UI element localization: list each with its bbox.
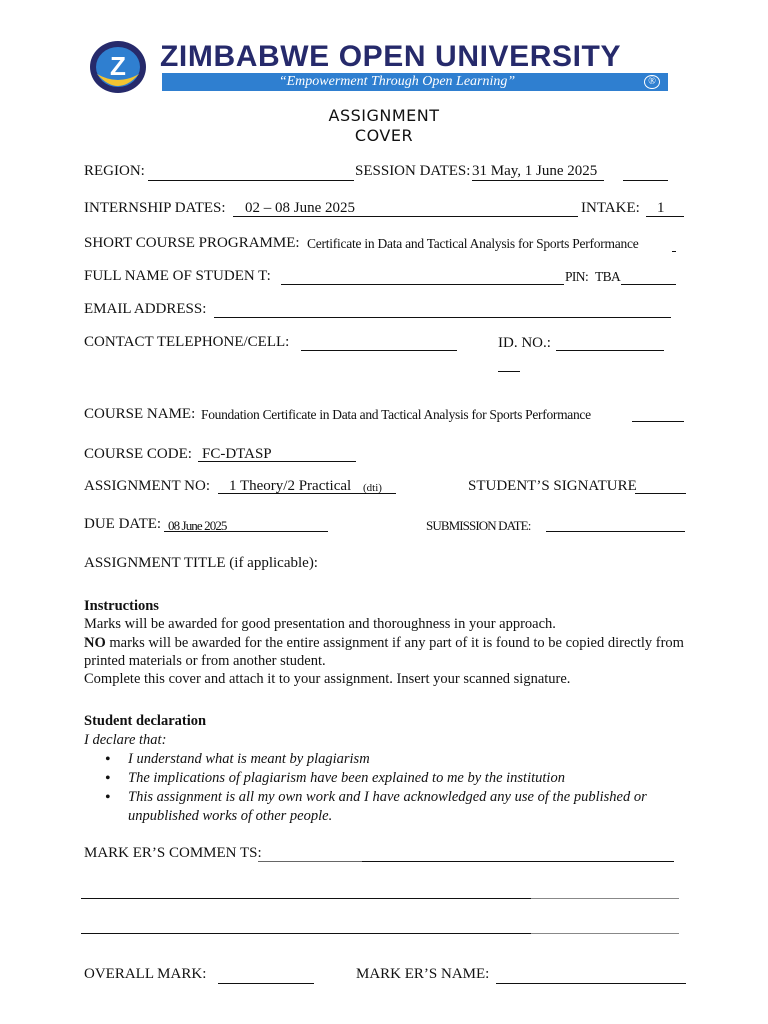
student-signature-label: STUDENT’S SIGNATURE bbox=[468, 478, 637, 494]
title-line-2: COVER bbox=[354, 126, 414, 145]
due-date-label: DUE DATE: bbox=[84, 516, 162, 532]
course-code-field[interactable] bbox=[198, 461, 356, 462]
programme-label: SHORT COURSE PROGRAMME: bbox=[84, 235, 300, 251]
due-date-field[interactable] bbox=[164, 531, 328, 532]
declaration-item: • I understand what is meant by plagiarism bbox=[128, 750, 684, 769]
page-title bbox=[0, 106, 768, 146]
session-dates-extra-line bbox=[623, 180, 668, 181]
full-name-label: FULL NAME OF STUDEN T: bbox=[84, 268, 271, 284]
assignment-title-label: ASSIGNMENT TITLE (if applicable): bbox=[84, 555, 318, 571]
instructions-line-2 bbox=[84, 634, 684, 671]
instructions-line-3: Complete this cover and attach it to your assignment. Insert your scanned signature. bbox=[84, 671, 571, 688]
marker-name-label: MARK ER’S NAME: bbox=[356, 966, 490, 982]
declaration-section bbox=[84, 712, 684, 826]
session-dates-label: SESSION DATES: bbox=[355, 163, 471, 179]
submission-date-field[interactable] bbox=[546, 531, 685, 532]
course-code-label: COURSE CODE: bbox=[84, 446, 192, 462]
instructions-line-2-text: marks will be awarded for the entire assignment if any part of it is found to be copied directly from printed materials or from another student. bbox=[84, 634, 684, 669]
region-field[interactable] bbox=[148, 180, 354, 181]
declaration-item: • This assignment is all my own work and I have acknowledged any use of the published or unpublished works of other people. bbox=[128, 788, 684, 826]
assignment-no-field[interactable] bbox=[218, 493, 396, 494]
marker-comments-field[interactable] bbox=[362, 861, 674, 862]
course-name-field-end bbox=[632, 421, 684, 422]
declaration-list bbox=[84, 750, 684, 826]
marker-comments-line-2-end bbox=[531, 898, 679, 899]
declaration-intro: I declare that: bbox=[84, 732, 167, 748]
session-dates-field[interactable] bbox=[472, 180, 604, 181]
telephone-field[interactable] bbox=[301, 350, 457, 351]
declaration-item: • The implications of plagiarism have been explained to me by the institution bbox=[128, 769, 684, 788]
instructions-section bbox=[84, 597, 684, 688]
intake-field[interactable] bbox=[646, 216, 684, 217]
due-date-value: 08 June 2025 bbox=[168, 518, 227, 533]
marker-comments-line-3-end bbox=[531, 933, 679, 934]
assignment-no-value: 1 Theory/2 Practical bbox=[229, 478, 352, 494]
instructions-no-emphasis: NO bbox=[84, 634, 106, 651]
marker-comments-line-3[interactable] bbox=[81, 933, 531, 934]
assignment-no-label: ASSIGNMENT NO: bbox=[84, 478, 210, 494]
internship-dates-field[interactable] bbox=[233, 216, 578, 217]
pin-field[interactable] bbox=[621, 284, 676, 285]
assignment-no-note: (dti) bbox=[363, 482, 382, 494]
overall-mark-label: OVERALL MARK: bbox=[84, 966, 207, 982]
marker-name-field[interactable] bbox=[496, 983, 686, 984]
student-signature-field[interactable] bbox=[635, 493, 686, 494]
intake-label: INTAKE: bbox=[581, 200, 640, 216]
programme-value: Certificate in Data and Tactical Analysis for Sports Performance bbox=[307, 236, 639, 251]
submission-date-label: SUBMISSION DATE: bbox=[426, 518, 531, 533]
email-label: EMAIL ADDRESS: bbox=[84, 301, 207, 317]
id-number-label: ID. NO.: bbox=[498, 335, 551, 351]
instructions-heading: Instructions bbox=[84, 598, 159, 614]
declaration-heading: Student declaration bbox=[84, 713, 207, 729]
telephone-label: CONTACT TELEPHONE/CELL: bbox=[84, 334, 290, 350]
intake-value: 1 bbox=[657, 200, 665, 216]
course-name-label: COURSE NAME: bbox=[84, 406, 196, 422]
internship-dates-label: INTERNSHIP DATES: bbox=[84, 200, 226, 216]
internship-dates-value: 02 – 08 June 2025 bbox=[245, 200, 355, 216]
registered-mark: ® bbox=[644, 75, 660, 89]
university-logo bbox=[89, 40, 147, 94]
slogan-text: “Empowerment Through Open Learning” bbox=[278, 74, 516, 89]
overall-mark-field[interactable] bbox=[218, 983, 314, 984]
pin-label: PIN: bbox=[565, 269, 589, 284]
session-dates-value: 31 May, 1 June 2025 bbox=[472, 163, 598, 179]
pin-value: TBA bbox=[595, 269, 621, 284]
region-label: REGION: bbox=[84, 163, 145, 179]
instructions-line-1: Marks will be awarded for good presentation and thoroughness in your approach. bbox=[84, 616, 556, 633]
marker-comments-line-2[interactable] bbox=[81, 898, 531, 899]
university-name: ZIMBABWE OPEN UNIVERSITY bbox=[160, 40, 622, 73]
marker-comments-field-start bbox=[258, 861, 362, 862]
id-number-field-continued bbox=[498, 371, 520, 372]
title-line-1: ASSIGNMENT bbox=[328, 106, 440, 125]
full-name-field[interactable] bbox=[281, 284, 564, 285]
id-number-field[interactable] bbox=[556, 350, 664, 351]
course-code-value: FC-DTASP bbox=[202, 446, 272, 462]
logo-letter: Z bbox=[110, 51, 126, 81]
slogan-banner bbox=[162, 73, 668, 91]
programme-field-end bbox=[672, 251, 676, 252]
course-name-value: Foundation Certificate in Data and Tactical Analysis for Sports Performance bbox=[201, 407, 591, 422]
email-field[interactable] bbox=[214, 317, 671, 318]
marker-comments-label: MARK ER’S COMMEN TS: bbox=[84, 845, 262, 861]
